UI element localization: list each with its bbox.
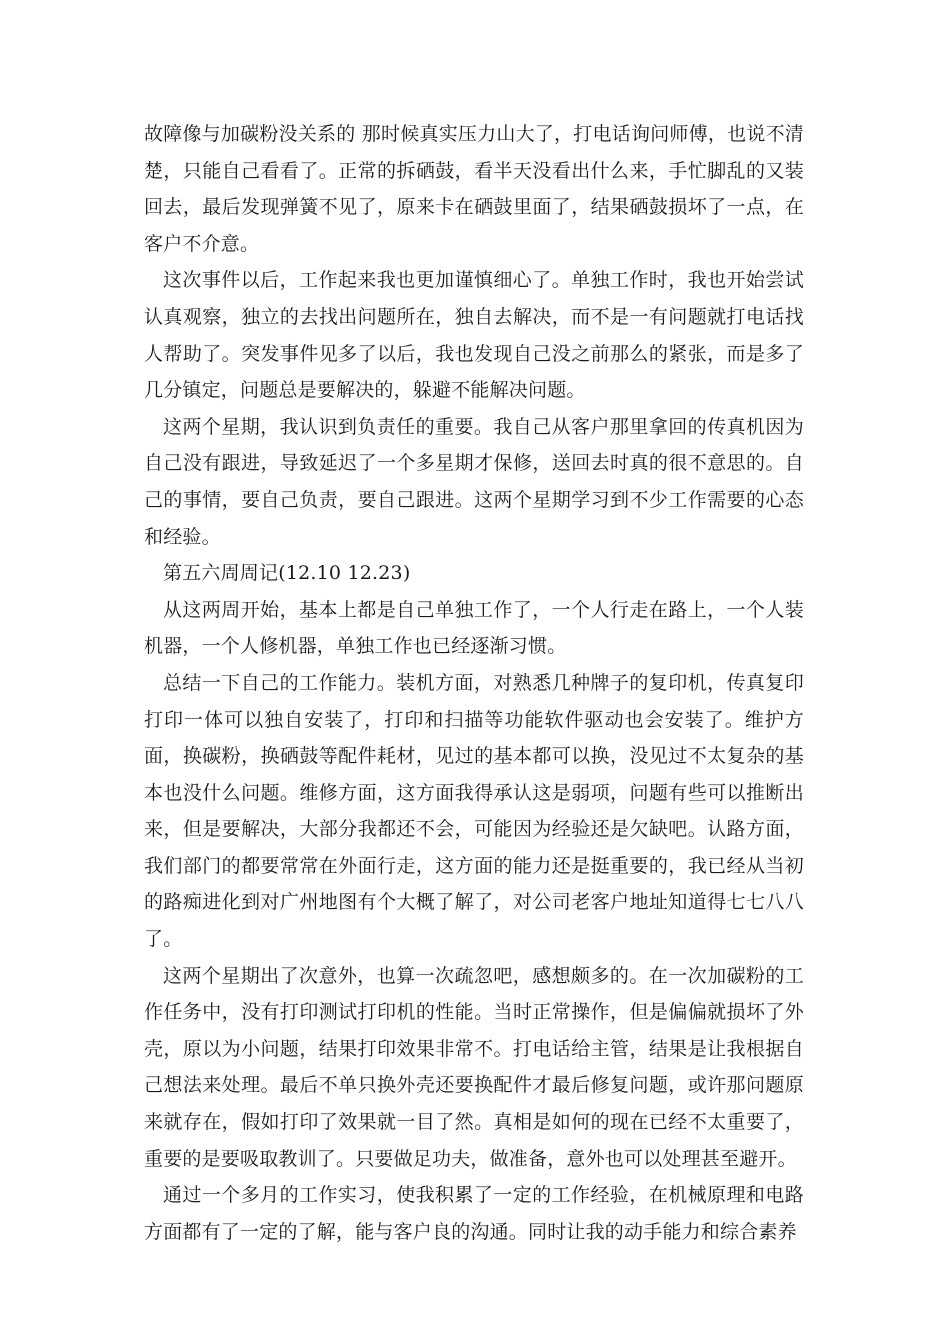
paragraph-responsibility: 这两个星期，我认识到负责任的重要。我自己从客户那里拿回的传真机因为自己没有跟进，导致延迟了一个多星期才保修，送回去时真的很不意思的。自己的事情，要自己负责，要自己跟进。这两个星期学习到不少工作需要的心态和经验。 <box>144 415 804 548</box>
paragraph-accident: 这两个星期出了次意外，也算一次疏忽吧，感想颇多的。在一次加碳粉的工作任务中，没有打印测试打印机的性能。当时正常操作，但是偏偏就损坏了外壳，原以为小问题，结果打印效果非常不。打电话给主管，结果是让我根据自己想法来处理。最后不单只换外壳还要换配件才最后修复问题，或许那问题原来就存在，假如打印了效果就一目了然。真相是如何的现在已经不太重要了，重要的是要吸取教训了。只要做足功夫，做准备，意外也可以处理甚至避开。 <box>144 964 804 1170</box>
paragraph-lesson-careful: 这次事件以后，工作起来我也更加谨慎细心了。单独工作时，我也开始尝试认真观察，独立的去找出问题所在，独自去解决，而不是一有问题就打电话找人帮助了。突发事件见多了以后，我也发现自己没之前那么的紧张，而是多了几分镇定，问题总是要解决的，躲避不能解决问题。 <box>144 269 804 402</box>
paragraph-continued: 故障像与加碳粉没关系的 那时候真实压力山大了，打电话询问师傅，也说不清楚，只能自己看看了。正常的拆硒鼓，看半天没看出什么来，手忙脚乱的又装回去，最后发现弹簧不见了，原来卡在硒鼓里面了，结果硒鼓损坏了一点，在客户不介意。 <box>144 123 804 255</box>
section-heading-week-5-6: 第五六周周记(12.10 12.23) <box>163 562 411 585</box>
paragraph-work-abilities: 总结一下自己的工作能力。装机方面，对熟悉几种牌子的复印机，传真复印打印一体可以独自安装了，打印和扫描等功能软件驱动也会安装了。维护方面，换碳粉，换硒鼓等配件耗材，见过的基本都可以换，没见过不太复杂的基本也没什么问题。维修方面，这方面我得承认这是弱项，问题有些可以推断出来，但是要解决，大部分我都还不会，可能因为经验还是欠缺吧。认路方面，我们部门的都要常常在外面行走，这方面的能力还是挺重要的，我已经从当初的路痴进化到对广州地图有个大概了解了，对公司老客户地址知道得七七八八了。 <box>144 671 804 951</box>
paragraph-working-alone: 从这两周开始，基本上都是自己单独工作了，一个人行走在路上，一个人装机器，一个人修机器，单独工作也已经逐渐习惯。 <box>144 598 804 658</box>
paragraph-internship-summary: 通过一个多月的工作实习，使我积累了一定的工作经验，在机械原理和电路方面都有了一定的了解，能与客户良的沟通。同时让我的动手能力和综合素养 <box>144 1184 804 1243</box>
document-body <box>144 116 804 1250</box>
